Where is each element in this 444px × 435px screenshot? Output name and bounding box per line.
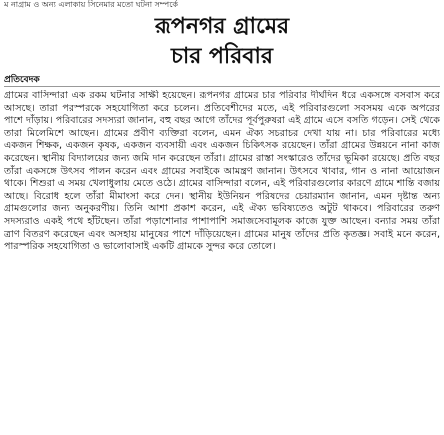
divider <box>4 86 440 87</box>
byline: প্রতিবেদক <box>4 75 40 85</box>
headline-line-2: চার পরিবার <box>170 44 274 69</box>
top-strip-text: ম নাগ্রাম ও অন্য এলাকায় সিনেমার মতো ঘটনা সম্পর্কে <box>4 0 179 9</box>
headline-line-1: রূপনগর গ্রামের <box>154 14 290 39</box>
article-paragraph: গ্রামের বাসিন্দারা এক রকম ঘটনার সাক্ষী হয়েছেন। রূপনগর গ্রামের চার পরিবার দীর্ঘদিন ধরে একসঙ্গে বসবাস করে আসছে। তারা পরস্পরকে সহযোগিতা করে চলেন। প্রতিবেশীদের মতে, এই পরিবারগুলো সবসময় একে অপরের পাশে দাঁড়ায়। পরিবারের সদস্যরা জানান, বহু বছর আগে তাঁদের পূর্বপুরুষরা এই গ্রামে এসে বসতি গড়েন। সেই থেকে তারা মিলেমিশে আছেন। গ্রামের প্রবীণ ব্যক্তিরা বলেন, এমন ঐক্য সচরাচর দেখা যায় না। চার পরিবারের মধ্যে একজন শিক্ষক, একজন কৃষক, একজন ব্যবসায়ী এবং একজন চিকিৎসক রয়েছেন। তাঁরা গ্রামের উন্নয়নে নানা কাজ করেছেন। স্থানীয় বিদ্যালয়ের জন্য জমি দান করেছেন তাঁরা। গ্রামের রাস্তা সংস্কারেও তাঁদের ভূমিকা রয়েছে। প্রতি বছর তাঁরা একসঙ্গে উৎসব পালন করেন এবং গ্রামের সবাইকে আমন্ত্রণ জানান। উৎসবে খাবার, গান ও নানা আয়োজন থাকে। শিশুরা এ সময় খেলাধুলায় মেতে ওঠে। গ্রামের বাসিন্দারা বলেন, এই পরিবারগুলোর কারণে গ্রামে শান্তি বজায় আছে। বিরোধ হলে তাঁরা মীমাংসা করে দেন। স্থানীয় ইউনিয়ন পরিষদের চেয়ারম্যান জানান, এমন দৃষ্টান্ত অন্য গ্রামগুলোর জন্য অনুকরণীয়। তিনি আশা প্রকাশ করেন, এই ঐক্য ভবিষ্যতেও অটুট থাকবে। পরিবারের তরুণ সদস্যরাও একই পথে হাঁটছেন। তাঁরা পড়াশোনার পাশাপাশি সমাজসেবামূলক কাজে যুক্ত আছেন। বন্যার সময় তাঁরা ত্রাণ বিতরণ করেছেন এবং অসহায় মানুষের পাশে দাঁড়িয়েছেন। গ্রামের মানুষ তাঁদের প্রতি কৃতজ্ঞ। সবাই মনে করেন, পারস্পরিক সহযোগিতা ও ভালোবাসাই একটি গ্রামকে সুন্দর করে তোলে। <box>4 90 440 253</box>
article-body <box>4 90 440 433</box>
